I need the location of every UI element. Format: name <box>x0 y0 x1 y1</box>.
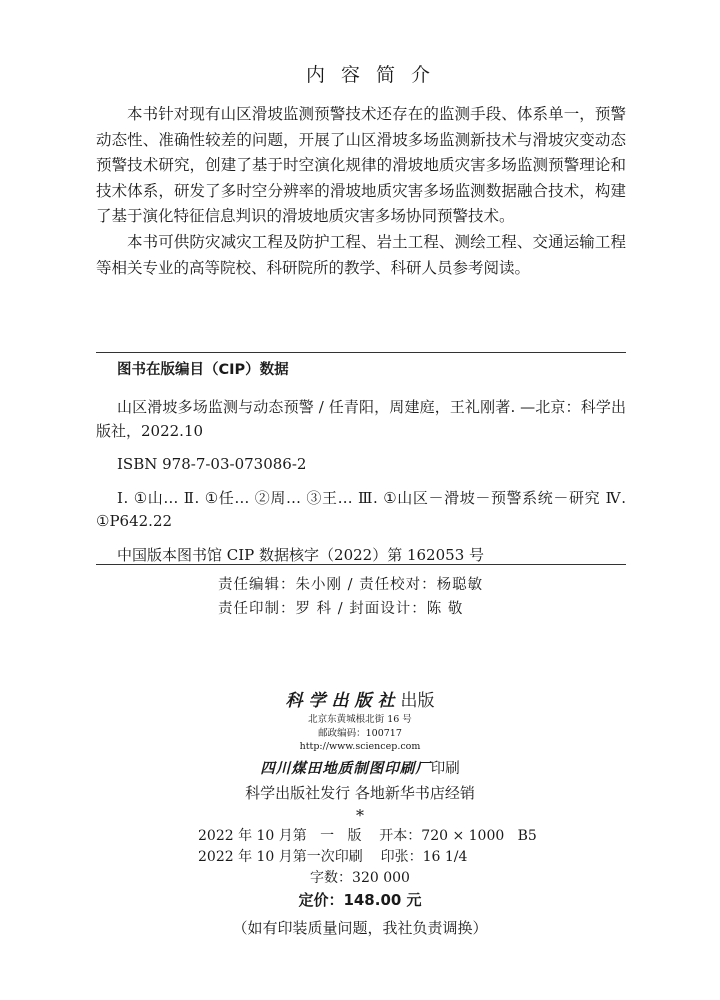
intro-paragraph: 本书可供防灾减灾工程及防护工程、岩土工程、测绘工程、交通运输工程等相关专业的高等院校、科研院所的教学、科研人员参考阅读。 <box>96 232 626 277</box>
publisher-name-suffix: 出版 <box>400 691 435 711</box>
quality-notice: （如有印装质量问题，我社负责调换） <box>232 919 488 937</box>
distribution-line: 科学出版社发行 各地新华书店经销 <box>245 783 475 802</box>
publisher-postcode: 邮政编码：100717 <box>318 727 402 739</box>
separator-asterisk: * <box>356 805 364 825</box>
cip-bibliographic-line: 山区滑坡多场监测与动态预警 / 任青阳，周建庭，王礼刚著. —北京：科学出版社，2022.10 <box>96 398 626 440</box>
edition-line: 2022 年 10 月第 一 版 开本：720 × 1000 B5 <box>198 828 537 844</box>
cip-bottom-rule <box>96 564 626 565</box>
publisher-contact <box>0 713 720 754</box>
printer-calligraphy-logo: 四川煤田地质制图印刷厂 <box>260 759 431 777</box>
word-count: 字数：320 000 <box>310 870 410 886</box>
cip-heading: 图书在版编目（CIP）数据 <box>117 362 289 378</box>
editorial-credits <box>218 574 483 621</box>
cip-isbn: ISBN 978-7-03-073086-2 <box>117 455 307 473</box>
cip-record-number: 中国版本图书馆 CIP 数据核字（2022）第 162053 号 <box>117 545 485 564</box>
cip-classification: Ⅰ. ①山… Ⅱ. ①任… ②周… ③王… Ⅲ. ①山区－滑坡－预警系统－研究 Ⅳ. ①P642.22 <box>96 488 626 530</box>
publisher-name <box>0 686 720 711</box>
publisher-calligraphy-logo: 科学出版社 <box>285 691 401 711</box>
publisher-block <box>0 686 720 823</box>
printer-suffix: 印刷 <box>430 760 460 777</box>
intro-text <box>96 102 626 281</box>
price: 定价：148.00 元 <box>298 891 422 909</box>
printing-line: 2022 年 10 月第一次印刷 印张：16 1/4 <box>198 848 468 865</box>
credit-line: 责任印制：罗 科 / 封面设计：陈 敬 <box>218 600 464 617</box>
intro-paragraph: 本书针对现有山区滑坡监测预警技术还存在的监测手段、体系单一，预警动态性、准确性较差的问题，开展了山区滑坡多场监测新技术与滑坡灾变动态预警技术研究，创建了基于时空演化规律的滑坡地质灾害多场监测预警理论和技术体系，研发了多时空分辨率的滑坡地质灾害多场监测数据融合技术，构建了基于演化特征信息判识的滑坡地质灾害多场协同预警技术。 <box>96 105 626 226</box>
cip-top-rule <box>96 352 626 353</box>
cip-data <box>96 396 626 567</box>
publisher-address: 北京东黄城根北街 16 号 <box>308 714 412 725</box>
publisher-url: http://www.sciencep.com <box>299 741 421 752</box>
edition-info <box>198 826 537 867</box>
printer-name <box>0 757 720 778</box>
credit-line: 责任编辑：朱小刚 / 责任校对：杨聪敏 <box>218 577 484 593</box>
intro-title: 内容简介 <box>305 64 446 86</box>
